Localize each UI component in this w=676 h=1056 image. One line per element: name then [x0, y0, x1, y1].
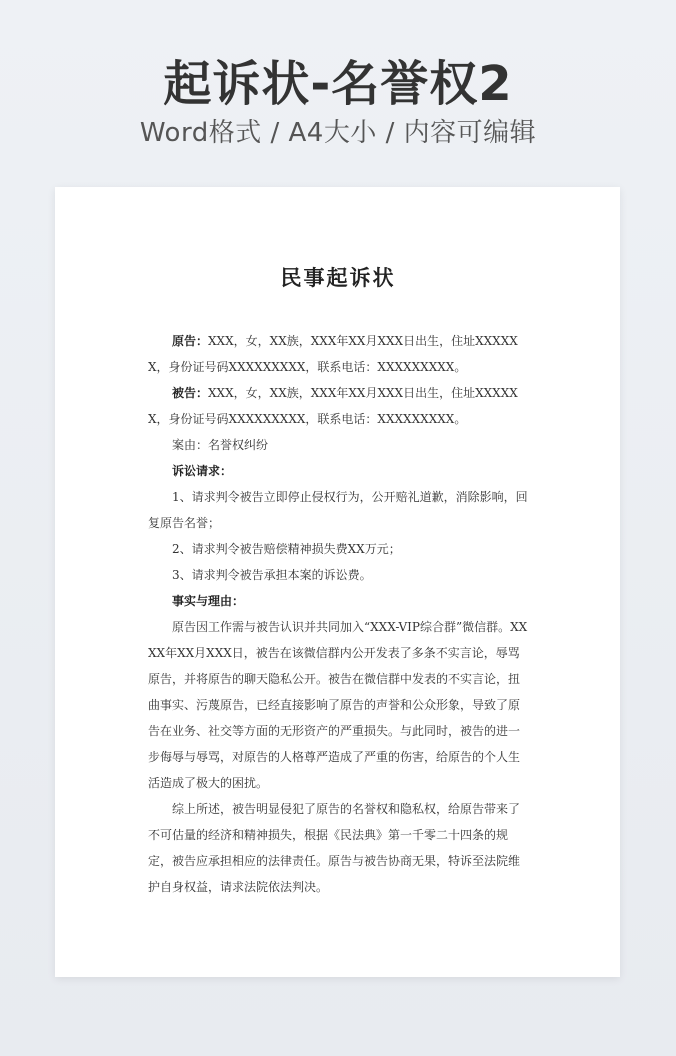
case-cause: 案由：名誉权纠纷 [172, 438, 269, 452]
facts-heading: 事实与理由： [172, 594, 245, 608]
plaintiff-text: XXX，女，XX族，XXX年XX月XXX日出生，住址XXXXXX，身份证号码XXXXXXXXX，联系电话：XXXXXXXXX。 [148, 334, 518, 374]
claims-heading: 诉讼请求： [172, 464, 233, 478]
document-title: 民事起诉状 [280, 265, 396, 290]
plaintiff-paragraph [148, 328, 531, 380]
facts-paragraph-2: 综上所述，被告明显侵犯了原告的名誉权和隐私权，给原告带来了不可估量的经济和精神损失，根据《民法典》第一千零二十四条的规定，被告应承担相应的法律责任。原告与被告协商无果，特诉至法院维护自身权益，请求法院依法判决。 [148, 802, 521, 894]
page-title: 起诉状-名誉权2 [163, 56, 513, 112]
defendant-text: XXX，女，XX族，XXX年XX月XXX日出生，住址XXXXXX，身份证号码XXXXXXXXX，联系电话：XXXXXXXXX。 [148, 386, 518, 426]
header [0, 58, 676, 147]
defendant-paragraph [148, 380, 531, 432]
claim-item-2: 2、请求判令被告赔偿精神损失费XX万元； [172, 542, 401, 556]
plaintiff-label: 原告： [172, 334, 209, 348]
defendant-label: 被告： [172, 386, 209, 400]
document-content [148, 328, 531, 900]
claim-item-3: 3、请求判令被告承担本案的诉讼费。 [172, 568, 372, 582]
facts-paragraph-1: 原告因工作需与被告认识并共同加入“XXX-VIP综合群”微信群。XXXX年XX月XXX日，被告在该微信群内公开发表了多条不实言论，辱骂原告，并将原告的聊天隐私公开。被告在微信群中发表的不实言论，扭曲事实、污蔑原告，已经直接影响了原告的声誉和公众形象，导致了原告在业务、社交等方面的无形资产的严重损失。与此同时，被告的进一步侮辱与辱骂，对原告的人格尊严造成了严重的伤害，给原告的个人生活造成了极大的困扰。 [148, 620, 528, 790]
claim-item-1: 1、请求判令被告立即停止侵权行为，公开赔礼道歉，消除影响，回复原告名誉； [148, 490, 528, 530]
page-subtitle: Word格式 / A4大小 / 内容可编辑 [139, 117, 537, 148]
